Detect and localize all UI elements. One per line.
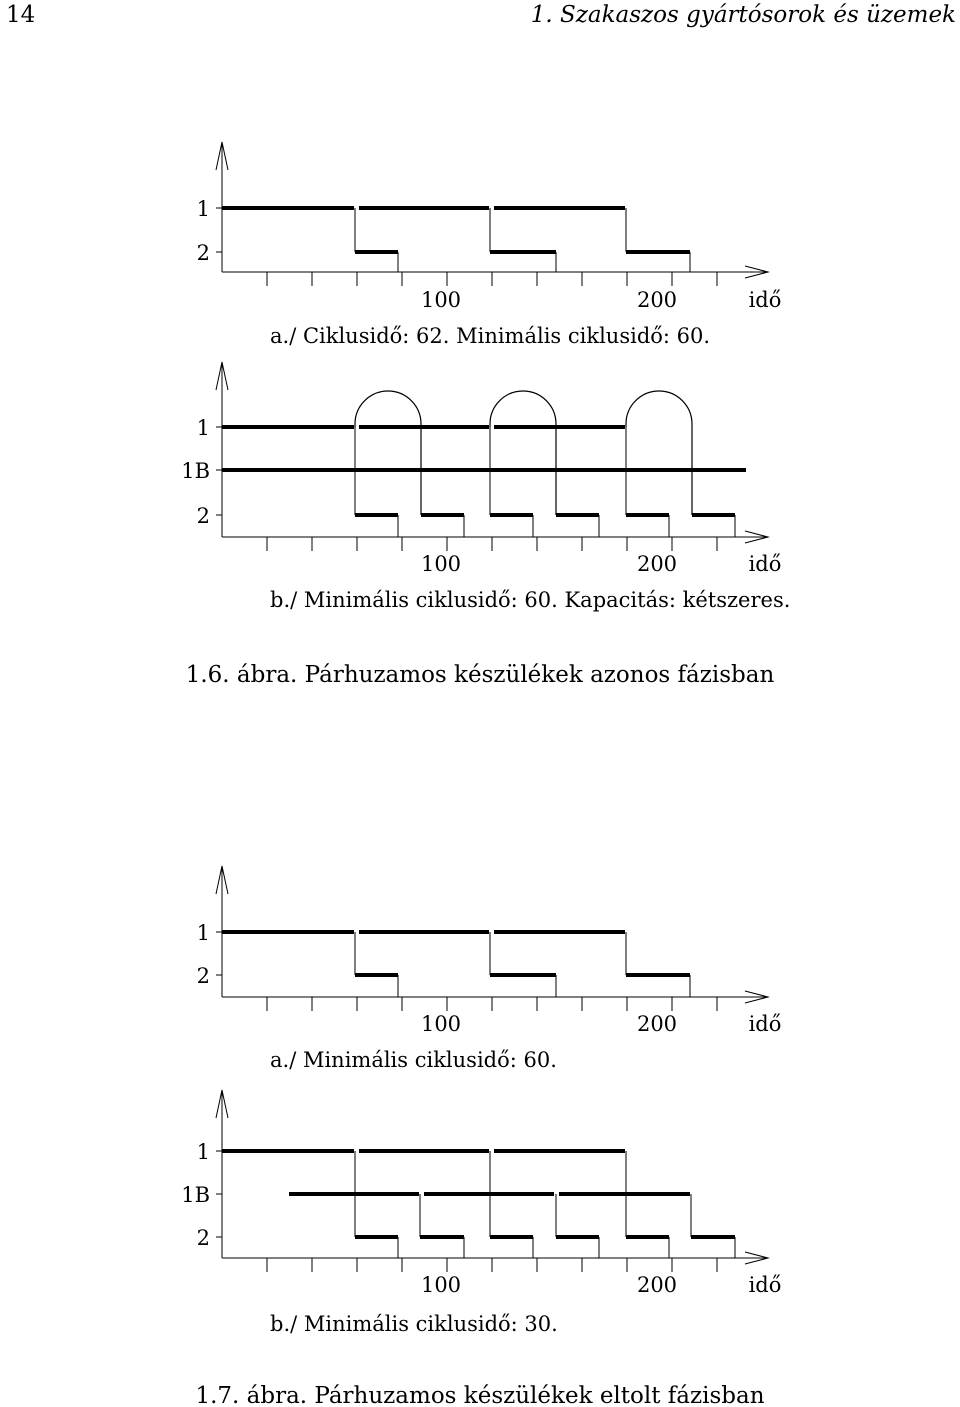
time-axis-label: idő [748, 552, 782, 576]
row-label-1: 1 [196, 197, 210, 221]
row-label-2: 2 [196, 504, 210, 528]
x-ticks [267, 272, 717, 286]
page-number: 14 [6, 2, 36, 28]
schedule-bars [222, 391, 746, 537]
schedule-bars [222, 1151, 735, 1258]
time-axis-label: idő [748, 288, 782, 312]
tick-label-100: 100 [420, 1273, 462, 1297]
tick-label-200: 200 [636, 1273, 678, 1297]
tick-label-200: 200 [636, 288, 678, 312]
tick-label-200: 200 [636, 1012, 678, 1036]
tick-label-200: 200 [636, 552, 678, 576]
diagram-caption: b./ Minimális ciklusidő: 30. [270, 1312, 558, 1336]
diagram-17b [181, 1090, 781, 1336]
diagram-caption: a./ Minimális ciklusidő: 60. [270, 1048, 557, 1072]
schedule-bars [222, 208, 690, 272]
row-label-1: 1 [196, 416, 210, 440]
time-axis-label: idő [748, 1273, 782, 1297]
x-ticks [267, 537, 717, 551]
tick-label-100: 100 [420, 1012, 462, 1036]
running-title: 1. Szakaszos gyártósorok és üzemek [530, 2, 956, 28]
diagram-caption: b./ Minimális ciklusidő: 60. Kapacitás: kétszeres. [270, 588, 791, 612]
row-label-2: 2 [196, 241, 210, 265]
diagram-17a [197, 866, 782, 1072]
x-ticks [267, 1258, 717, 1272]
figure-caption-1-6: 1.6. ábra. Párhuzamos készülékek azonos fázisban [185, 662, 775, 688]
schedule-bars [222, 932, 690, 997]
row-label-1: 1 [196, 921, 210, 945]
time-axis-label: idő [748, 1012, 782, 1036]
x-ticks [267, 997, 717, 1011]
row-label-2: 2 [196, 1226, 210, 1250]
tick-label-100: 100 [420, 288, 462, 312]
figure-caption-1-7: 1.7. ábra. Párhuzamos készülékek eltolt fázisban [195, 1383, 765, 1407]
row-label-2: 2 [196, 964, 210, 988]
diagram-16a [197, 142, 782, 348]
row-label-1b: 1B [181, 459, 210, 483]
tick-label-100: 100 [420, 552, 462, 576]
row-label-1b: 1B [181, 1183, 210, 1207]
row-label-1: 1 [196, 1140, 210, 1164]
diagram-caption: a./ Ciklusidő: 62. Minimális ciklusidő: 60. [270, 324, 711, 348]
diagram-16b [181, 362, 790, 612]
